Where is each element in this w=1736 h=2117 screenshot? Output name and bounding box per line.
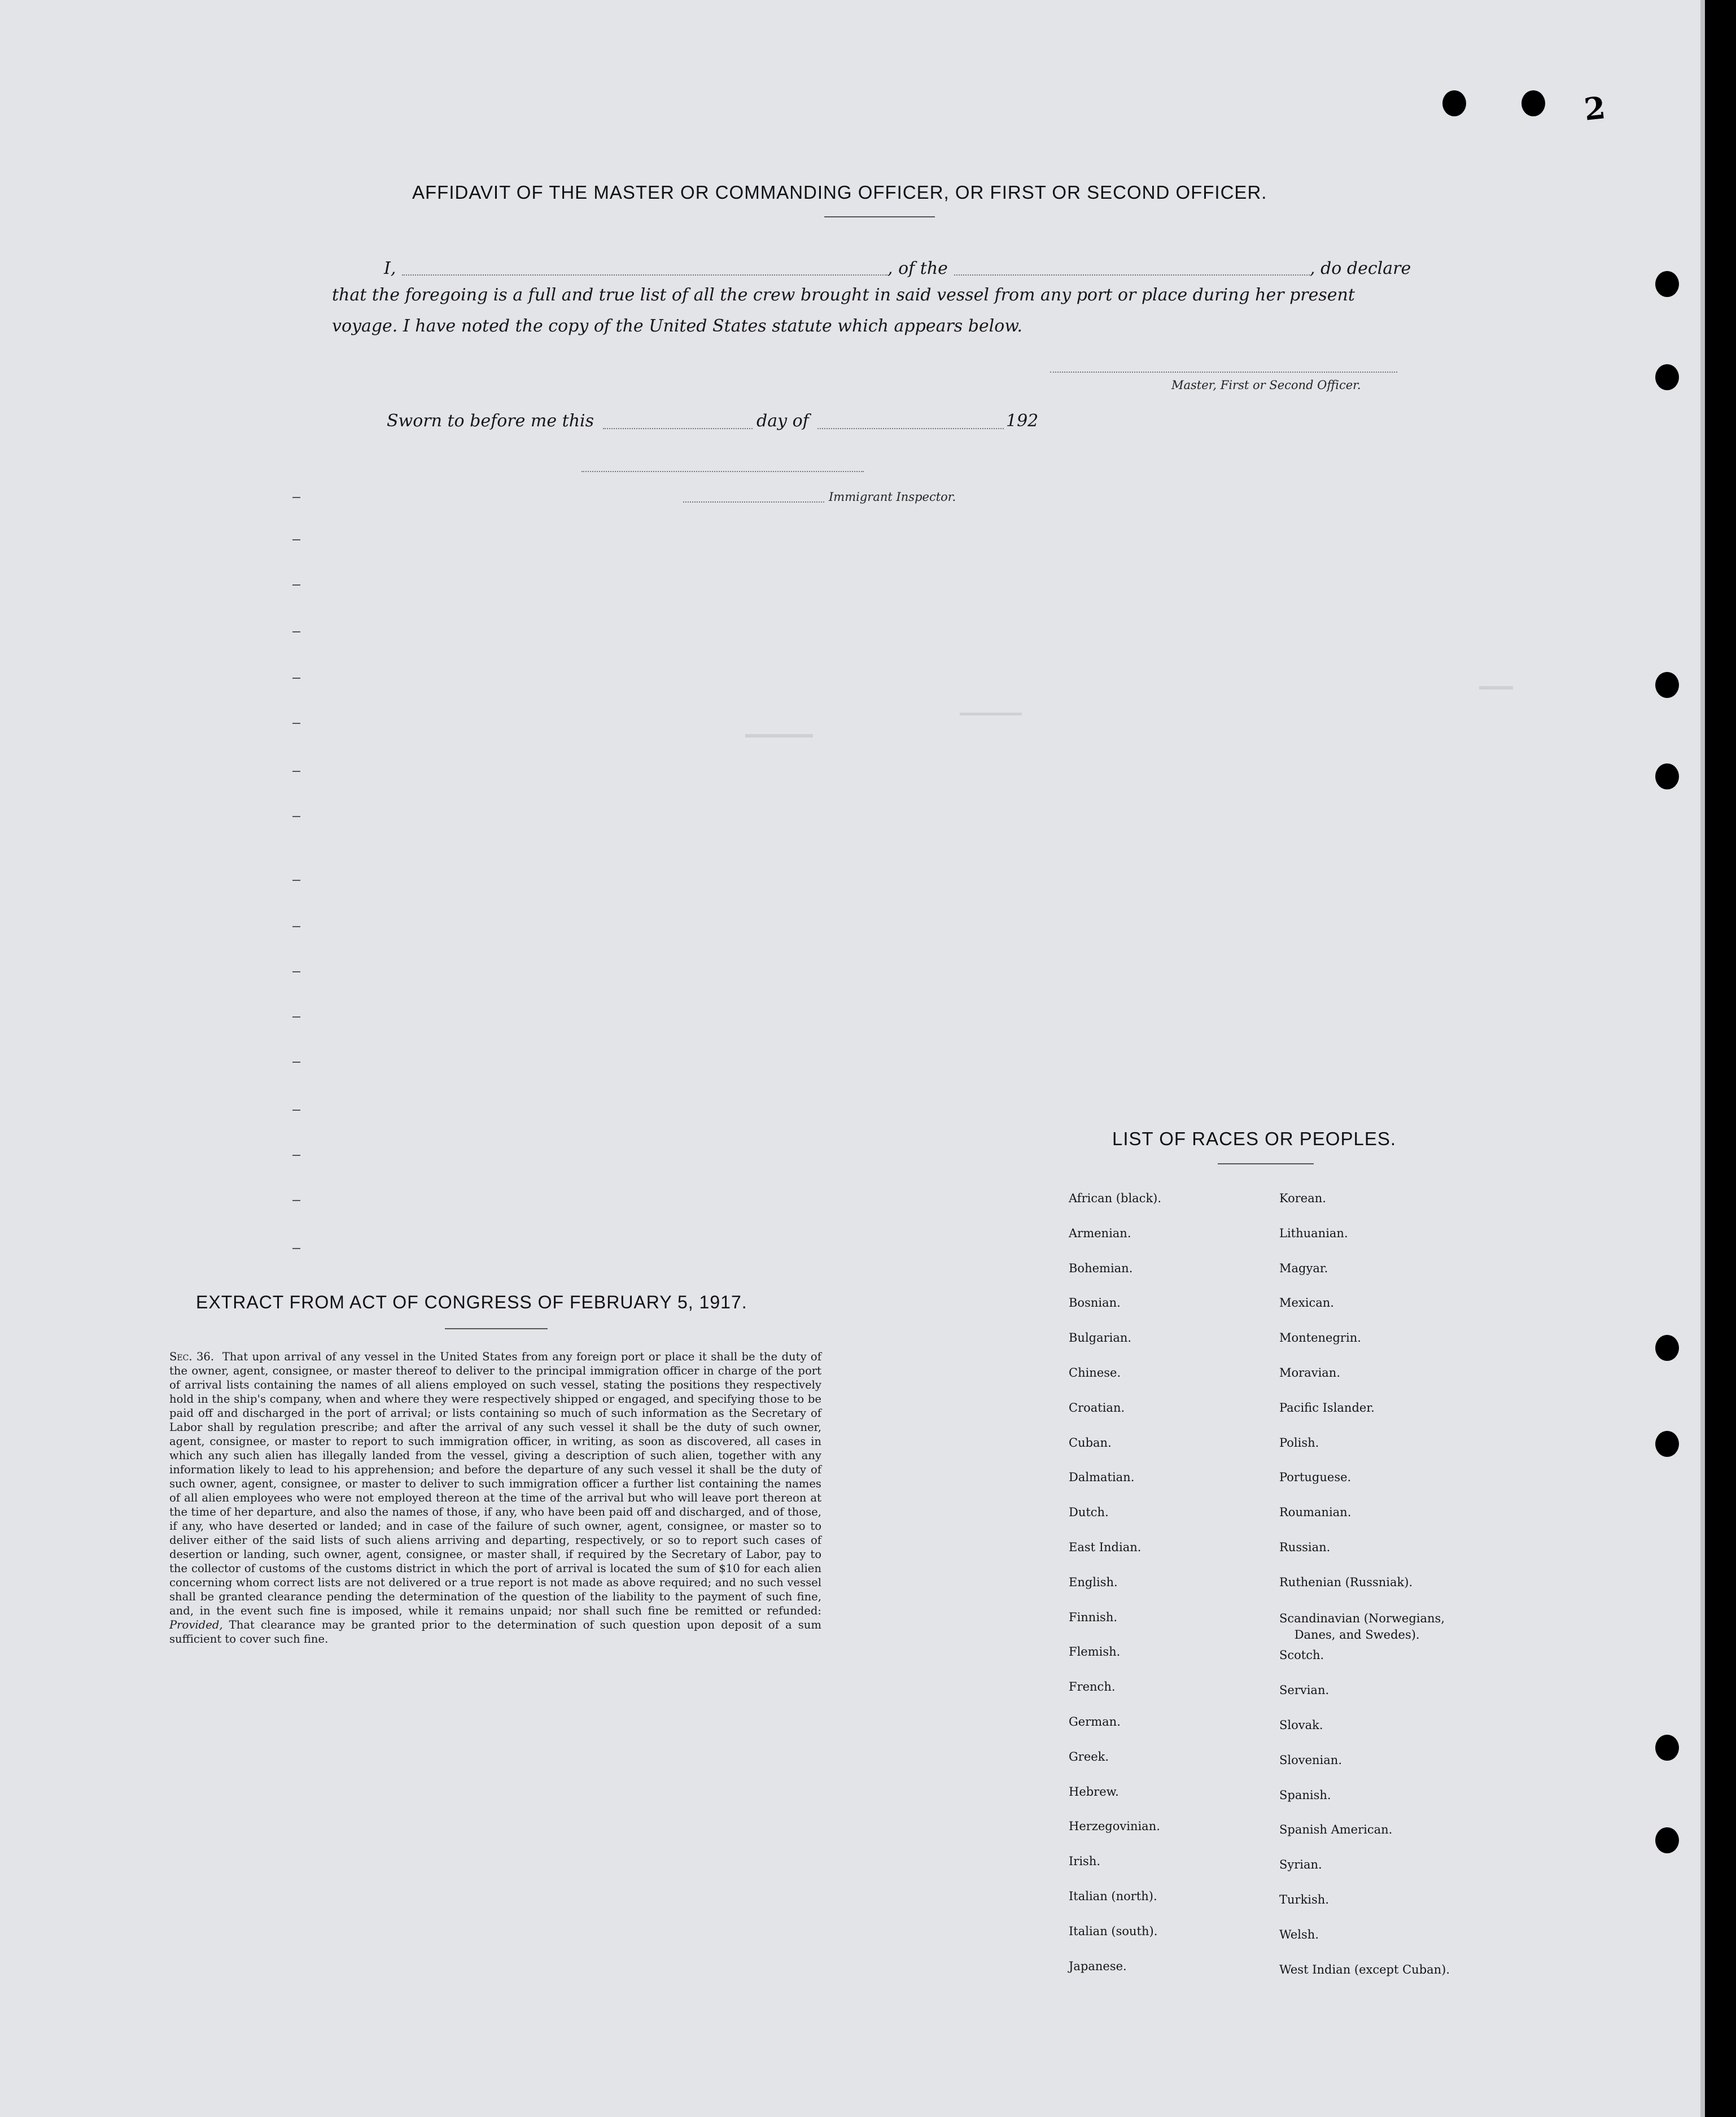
affidavit-title: AFFIDAVIT OF THE MASTER OR COMMANDING OFFICER, OR FIRST OR SECOND OFFICER. <box>412 182 1267 203</box>
race-item: Slovenian. <box>1279 1753 1342 1767</box>
race-item: Lithuanian. <box>1279 1226 1348 1240</box>
inspector-signature-line-2[interactable] <box>683 501 824 503</box>
sworn-day-of: day of <box>757 411 809 431</box>
sworn-month-blank[interactable] <box>817 428 1004 429</box>
race-item: Servian. <box>1279 1683 1330 1697</box>
race-item: Chinese. <box>1069 1366 1121 1380</box>
race-item: Montenegrin. <box>1279 1331 1361 1345</box>
race-item: Mexican. <box>1279 1296 1334 1310</box>
race-item: Bosnian. <box>1069 1296 1121 1310</box>
section-label: Sec. 36. <box>169 1350 215 1363</box>
race-item: Moravian. <box>1279 1366 1341 1380</box>
extract-body-part-1: That upon arrival of any vessel in the United States from any foreign port or place it shall be the duty of the owner, agent, consignee, or master thereof to deliver to the principal immigration officer in charge of the port of arrival lists containing the names of all aliens employed on such vessel, stating the positions they respectively hold in the ship's company, when and where they were respectively shipped or engaged, and specifying those to be paid off and discharged in the port of arrival; or lists containing so much of such information as the Secretary of Labor shall by regulation prescribe; and after the arrival of any such vessel it shall be the duty of such owner, agent, consignee, or master to report to such immigration officer, in writing, as soon as discovered, all cases in which any such alien has illegally landed from the vessel, giving a description of such alien, together with any information likely to lead to his apprehension; and before the departure of any such vessel it shall be the duty of such owner, agent, consignee, or master to deliver to such immigration officer a further list containing the names of all alien employees who were not employed thereon at the time of the arrival but who will leave port thereon at the time of her departure, and also the names of those, if any, who have been paid off and discharged, and of those, if any, who have deserted or landed; and in case of the failure of such owner, agent, consignee, or master so to deliver either of the said lists of such aliens arriving and departing, respectively, or so to report such cases of desertion or landing, such owner, agent, consignee, or master shall, if required by the Secretary of Labor, pay to the collector of customs of the customs district in which the port of arrival is located the sum of $10 for each alien concerning whom correct lists are not delivered or a true report is not made as above required; and no such vessel shall be granted clearance pending the determination of the question of the liability to the payment of such fine, and, in the event such fine is imposed, while it remains unpaid; nor shall such fine be remitted or refunded: <box>169 1350 821 1617</box>
punch-hole-icon <box>1521 90 1545 116</box>
punch-hole-icon <box>1655 271 1679 297</box>
provided-word: Provided, <box>169 1618 223 1631</box>
punch-hole-icon <box>1655 1335 1679 1361</box>
race-item: Scotch. <box>1279 1648 1324 1662</box>
race-item: Bulgarian. <box>1069 1331 1132 1345</box>
punch-hole-icon <box>1655 763 1679 789</box>
race-item: Pacific Islander. <box>1279 1401 1375 1415</box>
page-number: 2 <box>1582 89 1607 128</box>
race-item: French. <box>1069 1680 1116 1693</box>
races-divider <box>1218 1163 1314 1164</box>
race-item: Portuguese. <box>1279 1470 1352 1484</box>
race-item: Italian (south). <box>1069 1924 1158 1938</box>
race-item: West Indian (except Cuban). <box>1279 1963 1450 1976</box>
affidavit-line-2: that the foregoing is a full and true list of all the crew brought in said vessel from any port or place during her present <box>332 285 1355 305</box>
extract-title: EXTRACT FROM ACT OF CONGRESS OF FEBRUARY 5, 1917. <box>196 1292 747 1312</box>
race-item: Ruthenian (Russniak). <box>1279 1575 1413 1589</box>
race-item: Finnish. <box>1069 1610 1118 1624</box>
race-item: Cuban. <box>1069 1436 1112 1450</box>
affidavit-declare: , do declare <box>1310 259 1411 278</box>
race-item: Spanish American. <box>1279 1823 1393 1836</box>
officer-signature-line[interactable] <box>1050 372 1397 373</box>
race-item: German. <box>1069 1715 1121 1728</box>
signature-label: Master, First or Second Officer. <box>1171 378 1361 392</box>
vessel-blank[interactable] <box>954 274 1310 276</box>
punch-hole-icon <box>1655 364 1679 390</box>
race-item: Dalmatian. <box>1069 1470 1135 1484</box>
punch-hole-icon <box>1655 1827 1679 1853</box>
sworn-year: 192 <box>1006 411 1039 431</box>
race-item: Magyar. <box>1279 1262 1328 1275</box>
title-divider <box>824 216 935 217</box>
sworn-prefix: Sworn to before me this <box>387 411 594 431</box>
affidavit-of-the: , of the <box>887 259 948 278</box>
race-item: Spanish. <box>1279 1788 1331 1802</box>
punch-hole-icon <box>1655 672 1679 698</box>
race-item: Scandinavian (Norwegians, Danes, and Swedes). <box>1279 1612 1445 1642</box>
race-item: Roumanian. <box>1279 1505 1352 1519</box>
race-item: Irish. <box>1069 1854 1101 1868</box>
sworn-day-blank[interactable] <box>603 428 753 429</box>
race-item: Dutch. <box>1069 1505 1109 1519</box>
race-item: African (black). <box>1069 1191 1162 1205</box>
affidavit-line-3: voyage. I have noted the copy of the United States statute which appears below. <box>332 316 1022 336</box>
extract-body <box>169 1350 821 1646</box>
race-item: Turkish. <box>1279 1893 1329 1906</box>
race-item: Herzegovinian. <box>1069 1819 1160 1833</box>
race-item: East Indian. <box>1069 1540 1142 1554</box>
race-item: Japanese. <box>1069 1959 1127 1973</box>
race-item: Russian. <box>1279 1540 1331 1554</box>
race-item: Korean. <box>1279 1191 1326 1205</box>
race-item: Slovak. <box>1279 1718 1323 1732</box>
inspector-label: Immigrant Inspector. <box>829 490 956 504</box>
race-item: Armenian. <box>1069 1226 1131 1240</box>
punch-hole-icon <box>1655 1431 1679 1457</box>
race-item: Croatian. <box>1069 1401 1125 1415</box>
race-item: Bohemian. <box>1069 1262 1133 1275</box>
punch-hole-icon <box>1442 90 1466 116</box>
race-item: Polish. <box>1279 1436 1319 1450</box>
inspector-signature-line[interactable] <box>581 471 864 472</box>
race-item: Greek. <box>1069 1750 1109 1764</box>
race-item: English. <box>1069 1575 1118 1589</box>
race-item: Italian (north). <box>1069 1889 1157 1903</box>
punch-hole-icon <box>1655 1735 1679 1761</box>
race-item: Flemish. <box>1069 1645 1121 1658</box>
races-title: LIST OF RACES OR PEOPLES. <box>1112 1128 1397 1149</box>
extract-body-part-2: That clearance may be granted prior to the determination of such question upon deposit of a sum sufficient to cover such fine. <box>169 1618 821 1645</box>
name-blank[interactable] <box>402 274 887 276</box>
extract-divider <box>445 1328 548 1329</box>
race-item: Hebrew. <box>1069 1785 1119 1799</box>
race-item: Syrian. <box>1279 1858 1322 1871</box>
affidavit-i: I, <box>384 259 396 278</box>
race-item: Welsh. <box>1279 1928 1319 1941</box>
